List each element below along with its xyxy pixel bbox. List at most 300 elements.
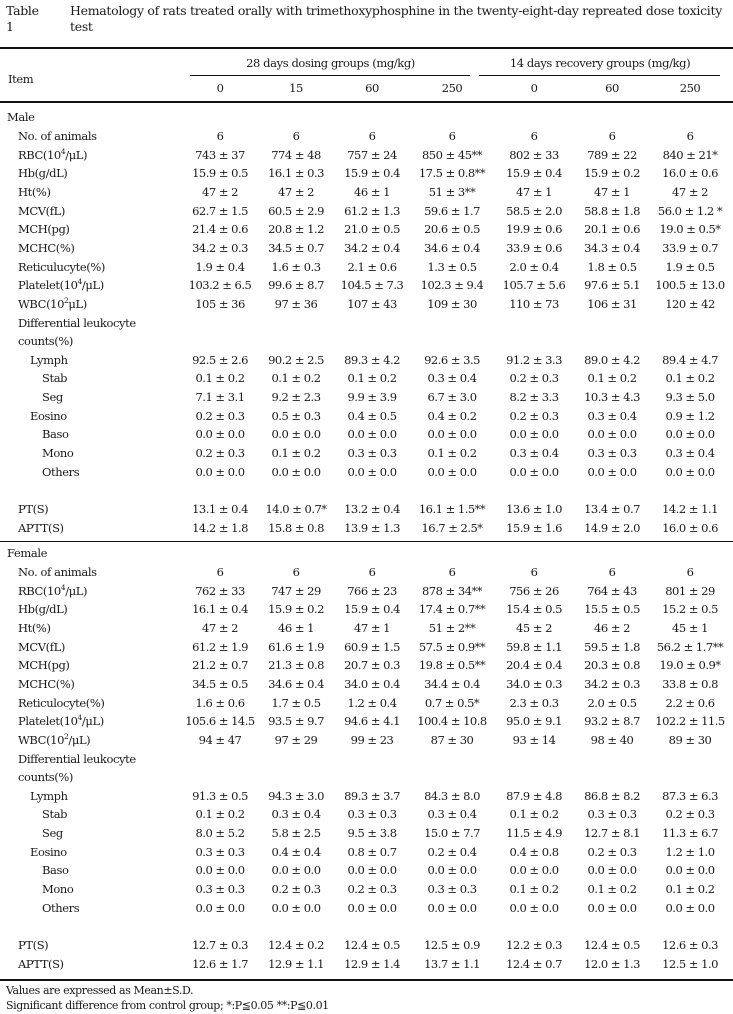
table-cell: 1.9 ± 0.4: [195, 259, 245, 274]
table-cell: 17.5 ± 0.8**: [418, 166, 486, 181]
table-cell: 12.2 ± 0.3: [506, 938, 562, 952]
row-label: Baso: [42, 427, 69, 442]
table-row: [0, 640, 733, 658]
item-header: Item: [8, 72, 34, 86]
table-cell: 6: [448, 565, 456, 579]
row-label: Ht(%): [18, 184, 51, 199]
row-label: [18, 714, 104, 728]
table-cell: 100.5 ± 13.0: [655, 278, 725, 293]
row-label: MCHC(%): [18, 240, 75, 255]
table-cell: 1.9 ± 0.5: [665, 259, 715, 274]
table-cell: 764 ± 43: [587, 583, 637, 598]
table-cell: 12.4 ± 0.5: [584, 938, 640, 952]
table-cell: 6: [368, 565, 376, 579]
row-label-exponent: 4: [60, 582, 66, 592]
table-cell: 0.0 ± 0.0: [427, 427, 477, 442]
top-rule: [0, 47, 733, 49]
table-cell: 9.9 ± 3.9: [347, 390, 397, 405]
table-cell: 0.0 ± 0.0: [271, 863, 321, 878]
table-row: [0, 427, 733, 445]
row-label: MCHC(%): [18, 676, 75, 691]
table-cell: 0.4 ± 0.8: [509, 844, 559, 859]
row-label-unit: /μL): [68, 732, 91, 747]
table-cell: 95.0 ± 9.1: [506, 714, 562, 729]
table-cell: 47 ± 1: [354, 620, 390, 635]
table-cell: 89.4 ± 4.7: [662, 352, 718, 367]
table-cell: 16.1 ± 0.4: [192, 602, 248, 617]
dosing-group-header: 28 days dosing groups (mg/kg): [246, 56, 415, 70]
table-cell: 6: [608, 565, 616, 579]
table-cell: 2.3 ± 0.3: [509, 695, 559, 710]
table-cell: 0.1 ± 0.2: [587, 371, 637, 386]
table-row: [0, 826, 733, 844]
table-cell: 0.3 ± 0.4: [427, 807, 477, 822]
table-cell: 1.6 ± 0.6: [195, 695, 245, 710]
row-label: Differential leukocyte: [18, 315, 136, 330]
table-cell: 89.3 ± 3.7: [344, 788, 400, 803]
table-cell: 11.5 ± 4.9: [506, 826, 562, 841]
table-cell: 19.8 ± 0.5**: [418, 658, 486, 673]
table-cell: 0.1 ± 0.2: [587, 882, 637, 897]
table-cell: 20.8 ± 1.2: [268, 222, 324, 237]
table-cell: 0.1 ± 0.2: [427, 446, 477, 461]
table-cell: 14.2 ± 1.8: [192, 520, 248, 535]
dose-header-cell: 0: [216, 81, 224, 95]
table-cell: 45 ± 2: [516, 620, 552, 635]
table-cell: 93 ± 14: [512, 732, 556, 747]
row-label: Seg: [42, 826, 63, 841]
table-cell: 0.2 ± 0.3: [665, 807, 715, 822]
table-cell: 21.3 ± 0.8: [268, 658, 324, 673]
table-row: [0, 658, 733, 676]
row-label-unit: μL): [68, 296, 87, 311]
row-label: Seg: [42, 390, 63, 405]
table-row: [0, 465, 733, 483]
table-cell: 0.1 ± 0.2: [509, 882, 559, 897]
row-label-unit: /μL): [65, 147, 88, 162]
row-label-exponent: 4: [60, 146, 66, 156]
table-cell: 0.0 ± 0.0: [347, 900, 397, 915]
table-cell: 105.6 ± 14.5: [185, 714, 255, 729]
row-label: Eosino: [30, 408, 67, 423]
table-cell: 21.0 ± 0.5: [344, 222, 400, 237]
table-cell: 14.2 ± 1.1: [662, 502, 718, 516]
table-cell: 1.3 ± 0.5: [427, 259, 477, 274]
table-cell: 105 ± 36: [195, 296, 245, 311]
dose-header-cell: 250: [441, 81, 463, 95]
table-cell: 0.2 ± 0.3: [271, 882, 321, 897]
table-cell: 12.4 ± 0.5: [344, 938, 400, 952]
row-label: Mono: [42, 882, 74, 897]
row-label-prefix: RBC(10: [18, 583, 61, 598]
table-cell: 0.4 ± 0.5: [347, 408, 397, 423]
table-cell: 13.6 ± 1.0: [506, 502, 562, 516]
row-label: MCV(fL): [18, 639, 65, 654]
table-cell: 47 ± 2: [672, 184, 708, 199]
table-cell: 61.2 ± 1.9: [192, 639, 248, 654]
table-row: [0, 565, 733, 583]
table-row: [0, 241, 733, 259]
table-cell: 56.0 ± 1.2 *: [657, 203, 723, 218]
table-cell: 6: [448, 129, 456, 143]
table-cell: 59.6 ± 1.7: [424, 203, 480, 218]
table-cell: 0.3 ± 0.4: [509, 446, 559, 461]
dose-header-cell: 250: [679, 81, 701, 95]
table-row: [0, 185, 733, 203]
table-cell: 12.4 ± 0.7: [506, 956, 562, 971]
table-cell: 99.6 ± 8.7: [268, 278, 324, 293]
row-label: Lymph: [30, 352, 68, 367]
table-cell: 0.3 ± 0.4: [665, 446, 715, 461]
row-label: counts(%): [18, 334, 74, 349]
table-cell: 34.4 ± 0.4: [424, 676, 480, 691]
table-row: [0, 334, 733, 352]
table-cell: 16.0 ± 0.6: [662, 520, 718, 535]
table-cell: 58.5 ± 2.0: [506, 203, 562, 218]
table-cell: 94.6 ± 4.1: [344, 714, 400, 729]
table-cell: 6: [292, 129, 300, 143]
table-cell: 2.2 ± 0.6: [665, 695, 715, 710]
table-cell: 12.6 ± 1.7: [192, 956, 248, 971]
dose-header-cell: 60: [365, 81, 379, 95]
table-cell: 34.2 ± 0.4: [344, 240, 400, 255]
table-row: [0, 752, 733, 770]
table-cell: 0.0 ± 0.0: [347, 863, 397, 878]
table-row: [0, 502, 733, 520]
row-label: APTT(S): [18, 520, 64, 535]
row-label-unit: /μL): [81, 714, 104, 729]
female-section-label: Female: [7, 546, 48, 560]
table-cell: 34.2 ± 0.3: [584, 676, 640, 691]
table-cell: 0.0 ± 0.0: [665, 464, 715, 479]
table-cell: 9.2 ± 2.3: [271, 390, 321, 405]
table-cell: 58.8 ± 1.8: [584, 203, 640, 218]
table-cell: 0.3 ± 0.3: [587, 807, 637, 822]
table-cell: 46 ± 1: [354, 184, 390, 199]
table-row: [0, 166, 733, 184]
row-label: [18, 278, 104, 292]
table-cell: 100.4 ± 10.8: [417, 714, 487, 729]
table-cell: 774 ± 48: [271, 147, 321, 162]
row-label-exponent: 4: [77, 713, 82, 723]
table-cell: 15.9 ± 0.2: [584, 166, 640, 181]
table-cell: 0.0 ± 0.0: [271, 464, 321, 479]
table-cell: 0.0 ± 0.0: [347, 427, 397, 442]
table-cell: 0.1 ± 0.2: [271, 371, 321, 386]
row-label-exponent: 2: [64, 295, 69, 305]
table-cell: 0.2 ± 0.3: [509, 408, 559, 423]
table-row: [0, 696, 733, 714]
table-cell: 61.6 ± 1.9: [268, 639, 324, 654]
row-label-exponent: 2: [64, 731, 69, 741]
table-cell: 789 ± 22: [587, 147, 637, 162]
row-label: MCH(pg): [18, 658, 70, 673]
table-cell: 102.3 ± 9.4: [420, 278, 484, 293]
table-cell: 15.9 ± 0.4: [344, 602, 400, 617]
table-row: [0, 278, 733, 296]
row-label: [18, 584, 87, 598]
table-cell: 801 ± 29: [665, 583, 715, 598]
table-cell: 9.5 ± 3.8: [347, 826, 397, 841]
table-cell: 0.1 ± 0.2: [271, 446, 321, 461]
row-label: No. of animals: [18, 565, 97, 579]
table-cell: 19.0 ± 0.9*: [659, 658, 721, 673]
table-cell: 61.2 ± 1.3: [344, 203, 400, 218]
table-cell: 0.0 ± 0.0: [587, 900, 637, 915]
row-label: Reticulucyte(%): [18, 259, 105, 274]
row-label: counts(%): [18, 770, 74, 785]
table-row: [0, 789, 733, 807]
row-label: Others: [42, 900, 80, 915]
table-cell: 0.0 ± 0.0: [195, 863, 245, 878]
row-label: Ht(%): [18, 620, 51, 635]
table-row: [0, 621, 733, 639]
table-row: [0, 807, 733, 825]
table-cell: 57.5 ± 0.9**: [418, 639, 486, 654]
table-cell: 0.0 ± 0.0: [271, 427, 321, 442]
table-cell: 0.2 ± 0.3: [347, 882, 397, 897]
table-cell: 7.1 ± 3.1: [195, 390, 245, 405]
table-cell: 1.7 ± 0.5: [271, 695, 321, 710]
table-cell: 106 ± 31: [587, 296, 637, 311]
table-cell: 110 ± 73: [509, 296, 559, 311]
recovery-group-header: 14 days recovery groups (mg/kg): [509, 56, 691, 70]
table-cell: 1.6 ± 0.3: [271, 259, 321, 274]
table-cell: 89.0 ± 4.2: [584, 352, 640, 367]
table-cell: 14.0 ± 0.7*: [265, 502, 327, 516]
table-cell: 0.3 ± 0.4: [271, 807, 321, 822]
table-cell: 60.9 ± 1.5: [344, 639, 400, 654]
table-cell: 97 ± 29: [274, 732, 318, 747]
table-cell: 13.9 ± 1.3: [344, 520, 400, 535]
table-cell: 0.0 ± 0.0: [587, 863, 637, 878]
table-cell: 107 ± 43: [347, 296, 397, 311]
table-cell: 6: [686, 565, 694, 579]
table-cell: 20.1 ± 0.6: [584, 222, 640, 237]
table-cell: 9.3 ± 5.0: [665, 390, 715, 405]
table-cell: 0.0 ± 0.0: [665, 900, 715, 915]
table-cell: 878 ± 34**: [421, 583, 483, 598]
table-cell: 0.1 ± 0.2: [195, 371, 245, 386]
table-cell: 93.2 ± 8.7: [584, 714, 640, 729]
row-label-prefix: RBC(10: [18, 147, 61, 162]
table-cell: 0.0 ± 0.0: [509, 427, 559, 442]
table-cell: 34.5 ± 0.7: [268, 240, 324, 255]
table-cell: 34.6 ± 0.4: [268, 676, 324, 691]
table-cell: 15.9 ± 0.5: [192, 166, 248, 181]
table-cell: 0.3 ± 0.4: [587, 408, 637, 423]
table-cell: 6: [292, 565, 300, 579]
table-cell: 0.0 ± 0.0: [427, 863, 477, 878]
table-cell: 93.5 ± 9.7: [268, 714, 324, 729]
table-cell: 0.0 ± 0.0: [665, 427, 715, 442]
table-cell: 13.7 ± 1.1: [424, 956, 480, 971]
table-cell: 92.6 ± 3.5: [424, 352, 480, 367]
table-cell: 2.0 ± 0.4: [509, 259, 559, 274]
table-cell: 6: [686, 129, 694, 143]
table-cell: 0.0 ± 0.0: [587, 427, 637, 442]
row-label: Hb(g/dL): [18, 602, 68, 617]
row-label: [18, 297, 87, 311]
table-cell: 12.7 ± 8.1: [584, 826, 640, 841]
dose-header-cell: 0: [530, 81, 538, 95]
table-cell: 12.5 ± 0.9: [424, 938, 480, 952]
table-row: [0, 204, 733, 222]
table-cell: 47 ± 2: [202, 620, 238, 635]
table-cell: 747 ± 29: [271, 583, 321, 598]
table-row: [0, 714, 733, 732]
table-cell: 0.1 ± 0.2: [195, 807, 245, 822]
table-row: [0, 677, 733, 695]
table-row: [0, 584, 733, 602]
table-row: [0, 148, 733, 166]
row-label: PT(S): [18, 502, 49, 516]
table-cell: 0.5 ± 0.3: [271, 408, 321, 423]
table-cell: 0.3 ± 0.3: [587, 446, 637, 461]
table-cell: 0.2 ± 0.3: [195, 408, 245, 423]
table-cell: 97 ± 36: [274, 296, 318, 311]
table-row: [0, 409, 733, 427]
footnote-significance: Significant difference from control group; *:P≦0.05 **:P≦0.01: [6, 999, 329, 1012]
table-cell: 59.8 ± 1.1: [506, 639, 562, 654]
table-cell: 12.9 ± 1.4: [344, 956, 400, 971]
table-cell: 89 ± 30: [668, 732, 712, 747]
table-cell: 0.0 ± 0.0: [271, 900, 321, 915]
table-row: [0, 770, 733, 788]
row-label: PT(S): [18, 938, 49, 952]
table-cell: 0.3 ± 0.3: [195, 882, 245, 897]
table-cell: 14.9 ± 2.0: [584, 520, 640, 535]
table-cell: 62.7 ± 1.5: [192, 203, 248, 218]
table-cell: 16.7 ± 2.5*: [421, 520, 483, 535]
table-cell: 90.2 ± 2.5: [268, 352, 324, 367]
table-cell: 1.2 ± 0.4: [347, 695, 397, 710]
table-cell: 0.1 ± 0.2: [347, 371, 397, 386]
row-label: Differential leukocyte: [18, 751, 136, 766]
row-label: Stab: [42, 807, 68, 822]
table-cell: 6.7 ± 3.0: [427, 390, 477, 405]
table-cell: 33.9 ± 0.6: [506, 240, 562, 255]
table-cell: 17.4 ± 0.7**: [418, 602, 486, 617]
header-bottom-rule: [0, 101, 733, 103]
table-cell: 1.2 ± 1.0: [665, 844, 715, 859]
dosing-group-rule: [190, 75, 470, 76]
table-cell: 15.5 ± 0.5: [584, 602, 640, 617]
table-cell: 766 ± 23: [347, 583, 397, 598]
table-cell: 94 ± 47: [198, 732, 242, 747]
table-cell: 0.3 ± 0.3: [347, 807, 397, 822]
table-cell: 47 ± 2: [278, 184, 314, 199]
table-cell: 102.2 ± 11.5: [655, 714, 725, 729]
table-cell: 0.0 ± 0.0: [509, 464, 559, 479]
table-cell: 45 ± 1: [672, 620, 708, 635]
table-cell: 91.3 ± 0.5: [192, 788, 248, 803]
table-cell: 0.8 ± 0.7: [347, 844, 397, 859]
table-cell: 0.0 ± 0.0: [195, 900, 245, 915]
table-cell: 19.9 ± 0.6: [506, 222, 562, 237]
row-label: APTT(S): [18, 956, 64, 971]
table-cell: 11.3 ± 6.7: [662, 826, 718, 841]
table-row: [0, 938, 733, 956]
table-cell: 0.3 ± 0.3: [195, 844, 245, 859]
table-cell: 15.9 ± 0.4: [506, 166, 562, 181]
table-cell: 1.8 ± 0.5: [587, 259, 637, 274]
table-cell: 13.4 ± 0.7: [584, 502, 640, 516]
table-row: [0, 863, 733, 881]
table-cell: 0.1 ± 0.2: [509, 807, 559, 822]
table-cell: 0.0 ± 0.0: [509, 900, 559, 915]
table-cell: 0.4 ± 0.2: [427, 408, 477, 423]
table-cell: 51 ± 2**: [428, 620, 476, 635]
table-row: [0, 521, 733, 539]
table-cell: 34.5 ± 0.5: [192, 676, 248, 691]
table-cell: 6: [216, 129, 224, 143]
table-cell: 743 ± 37: [195, 147, 245, 162]
row-label-prefix: WBC(10: [18, 732, 65, 747]
table-cell: 6: [530, 129, 538, 143]
table-cell: 16.1 ± 0.3: [268, 166, 324, 181]
table-cell: 8.2 ± 3.3: [509, 390, 559, 405]
table-cell: 6: [368, 129, 376, 143]
table-caption: Hematology of rats treated orally with trimethoxyphosphine in the twenty-eight-day repreated dose toxicity test: [70, 3, 722, 34]
table-cell: 0.9 ± 1.2: [665, 408, 715, 423]
table-cell: 34.6 ± 0.4: [424, 240, 480, 255]
table-row: [0, 390, 733, 408]
table-cell: 46 ± 1: [278, 620, 314, 635]
table-cell: 756 ± 26: [509, 583, 559, 598]
table-row: [0, 297, 733, 315]
table-cell: 15.8 ± 0.8: [268, 520, 324, 535]
table-cell: 16.0 ± 0.6: [662, 166, 718, 181]
table-cell: 0.2 ± 0.4: [427, 844, 477, 859]
table-cell: 91.2 ± 3.3: [506, 352, 562, 367]
table-row: [0, 733, 733, 751]
table-cell: 104.5 ± 7.3: [340, 278, 404, 293]
table-cell: 15.0 ± 7.7: [424, 826, 480, 841]
table-cell: 6: [530, 565, 538, 579]
table-cell: 51 ± 3**: [428, 184, 476, 199]
table-cell: 6: [608, 129, 616, 143]
table-row: [0, 882, 733, 900]
table-cell: 15.9 ± 0.2: [268, 602, 324, 617]
table-cell: 33.9 ± 0.7: [662, 240, 718, 255]
table-cell: 12.4 ± 0.2: [268, 938, 324, 952]
dose-header-cell: 15: [289, 81, 303, 95]
table-cell: 20.6 ± 0.5: [424, 222, 480, 237]
table-cell: 56.2 ± 1.7**: [656, 639, 724, 654]
table-cell: 20.4 ± 0.4: [506, 658, 562, 673]
row-label: [18, 148, 87, 162]
table-row: [0, 845, 733, 863]
row-label: MCV(fL): [18, 203, 65, 218]
table-row: [0, 446, 733, 464]
row-label: Lymph: [30, 788, 68, 803]
row-label: Baso: [42, 863, 69, 878]
table-cell: 0.0 ± 0.0: [347, 464, 397, 479]
table-row: [0, 260, 733, 278]
table-cell: 94.3 ± 3.0: [268, 788, 324, 803]
table-cell: 15.2 ± 0.5: [662, 602, 718, 617]
table-cell: 0.7 ± 0.5*: [424, 695, 480, 710]
table-cell: 0.1 ± 0.2: [665, 882, 715, 897]
table-cell: 97.6 ± 5.1: [584, 278, 640, 293]
table-cell: 0.0 ± 0.0: [195, 464, 245, 479]
table-cell: 87.9 ± 4.8: [506, 788, 562, 803]
row-label-unit: /μL): [65, 583, 88, 598]
table-cell: 87 ± 30: [430, 732, 474, 747]
table-cell: 2.0 ± 0.5: [587, 695, 637, 710]
row-label: Stab: [42, 371, 68, 386]
